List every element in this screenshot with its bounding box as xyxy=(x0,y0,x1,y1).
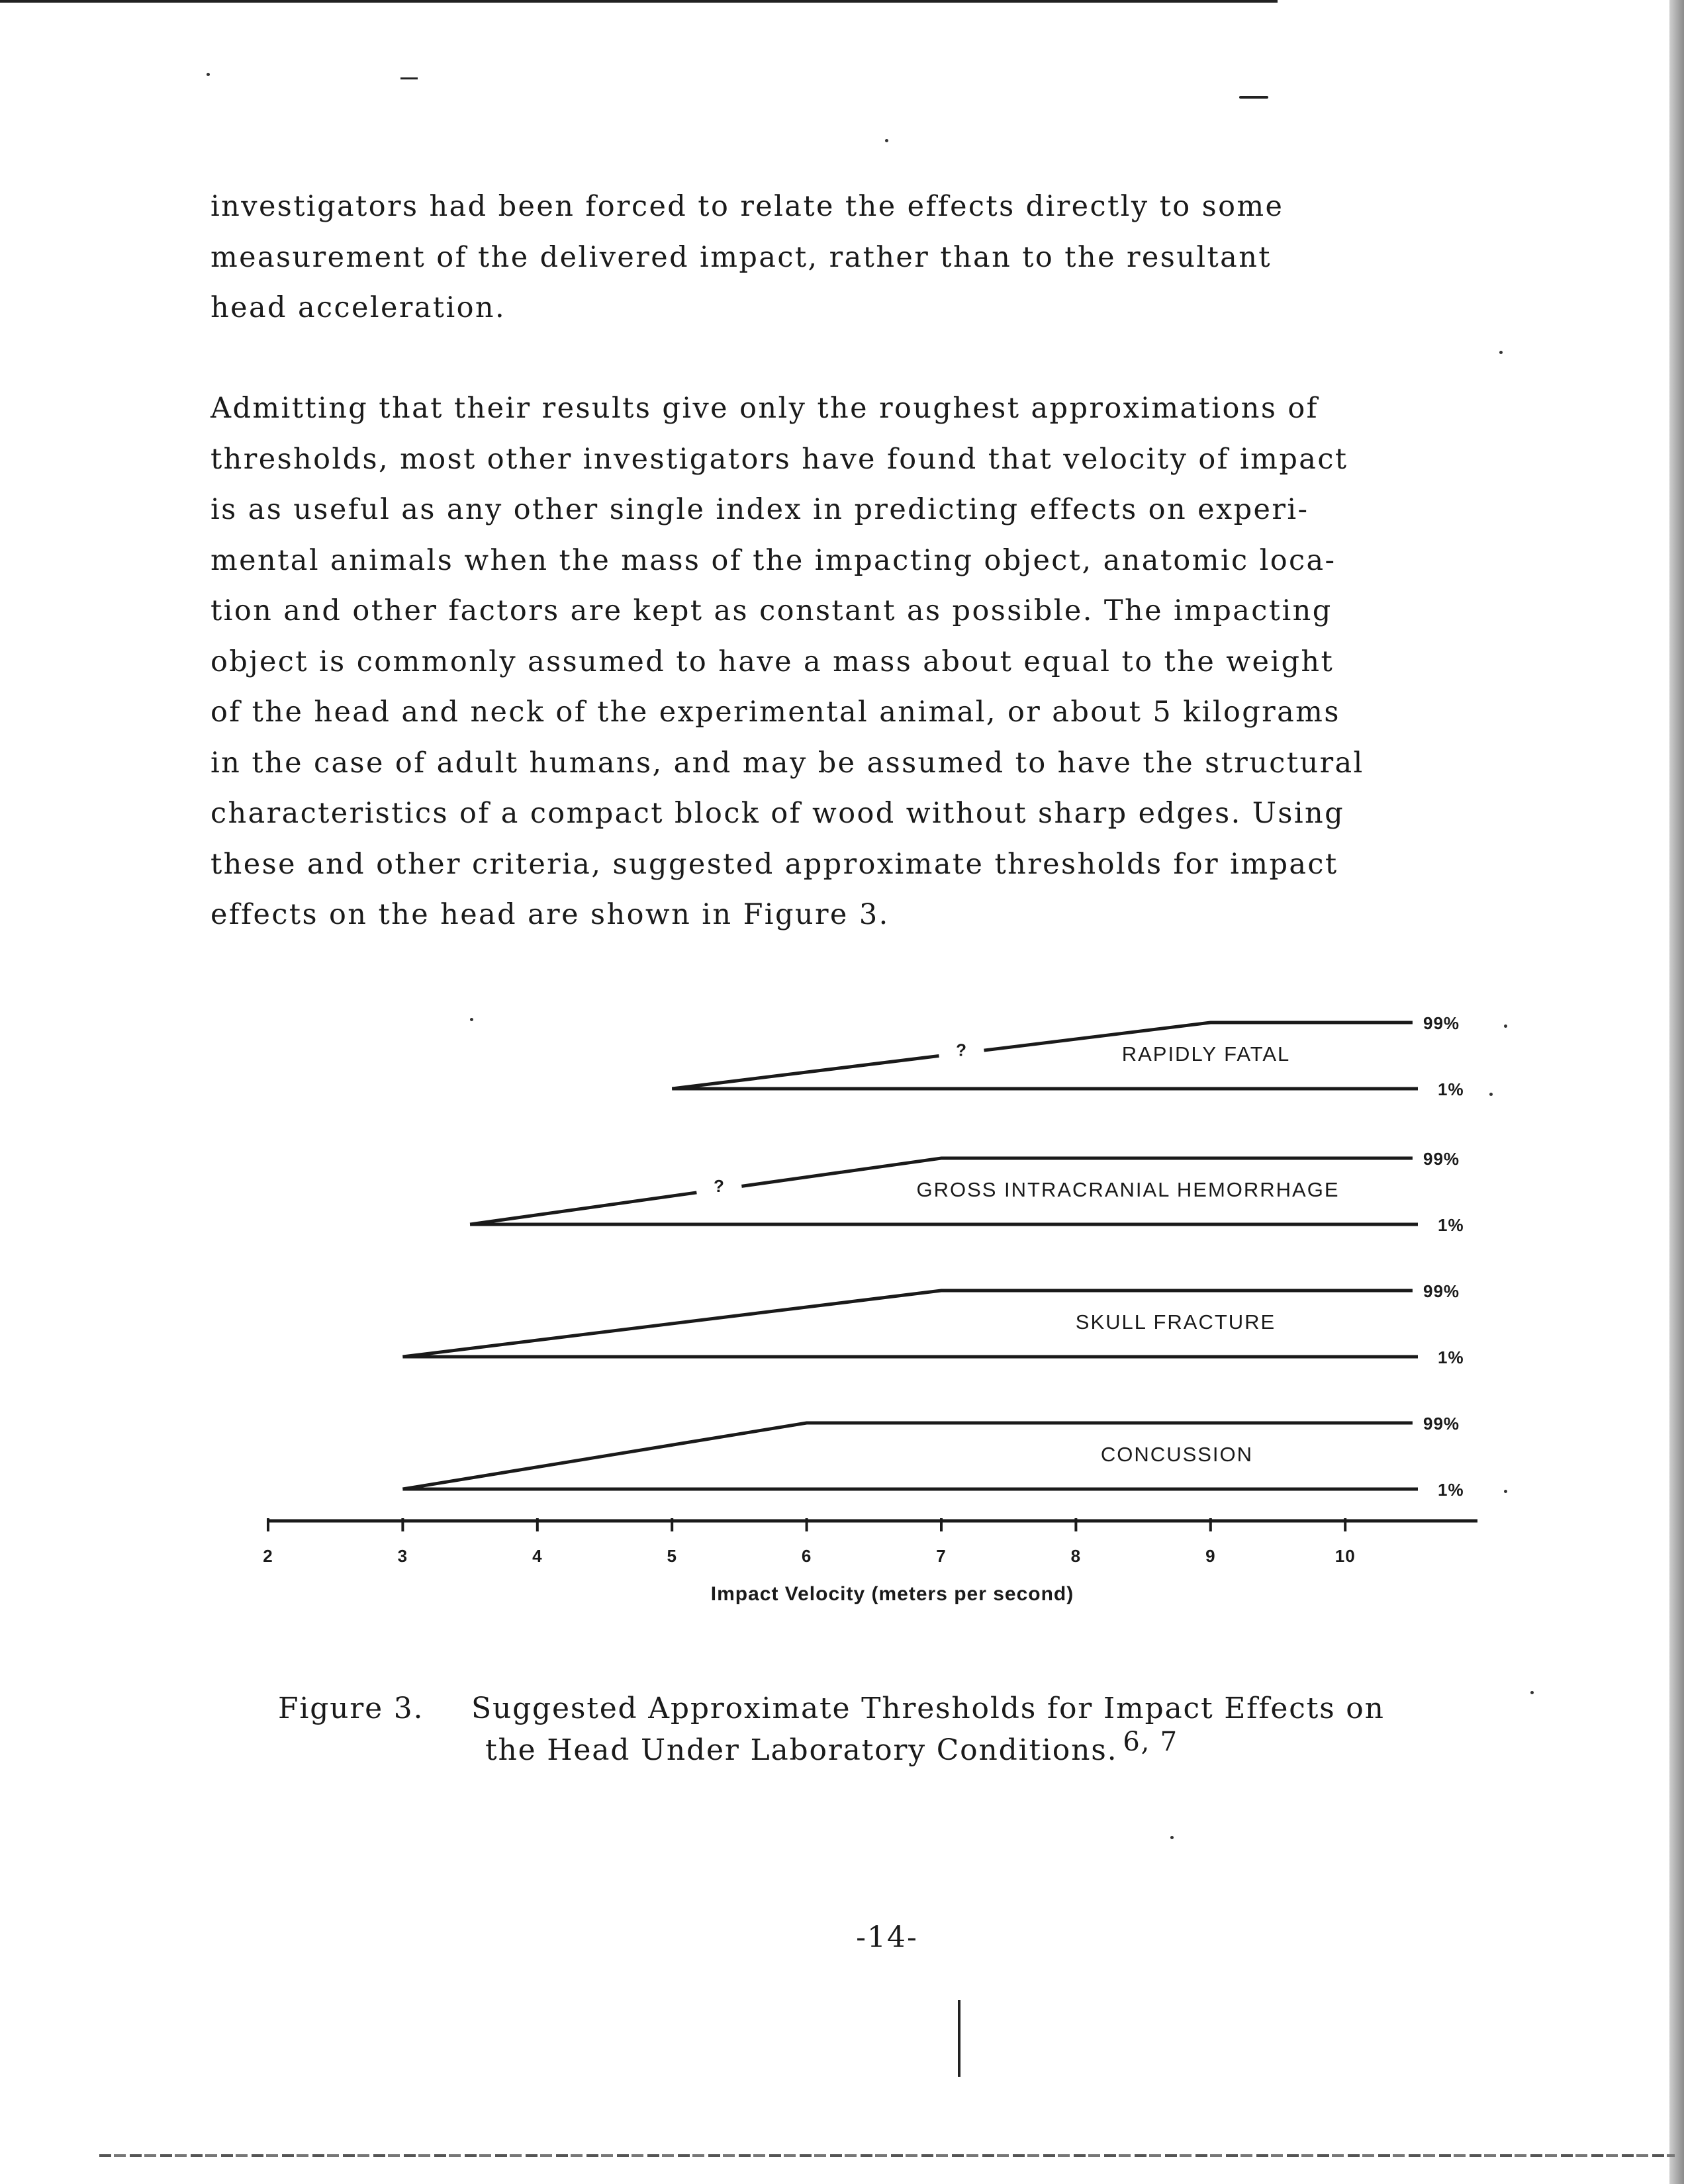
scan-mark xyxy=(1239,96,1268,99)
scan-mark xyxy=(958,2000,960,2077)
threshold-99pct-curve xyxy=(741,1158,1413,1186)
x-tick-label: 8 xyxy=(1070,1546,1082,1566)
lower-percent-label: 1% xyxy=(1438,1480,1464,1500)
upper-percent-label: 99% xyxy=(1423,1281,1460,1301)
text-line: in the case of adult humans, and may be assumed to have the structural xyxy=(210,746,1364,780)
text-line: investigators had been forced to relate the effects directly to some xyxy=(210,190,1284,223)
x-tick-label: 6 xyxy=(801,1546,812,1566)
scan-speck xyxy=(1170,1836,1174,1839)
caption-line-2 xyxy=(485,1725,1178,1768)
threshold-99pct-curve xyxy=(470,1193,696,1224)
threshold-99pct-curve xyxy=(402,1423,1412,1489)
scan-speck xyxy=(1504,1024,1507,1028)
paragraph-2 xyxy=(210,383,1481,940)
text-line: characteristics of a compact block of wood without sharp edges. Using xyxy=(210,797,1345,830)
band-label: CONCUSSION xyxy=(1100,1443,1254,1466)
scan-speck xyxy=(1499,351,1503,354)
x-tick-label: 7 xyxy=(936,1546,947,1566)
text-line: is as useful as any other single index in predicting effects on experi- xyxy=(210,493,1309,526)
scan-speck xyxy=(1489,1093,1493,1096)
page-number: -14- xyxy=(856,1921,918,1954)
x-tick-label: 9 xyxy=(1205,1546,1216,1566)
text-line: mental animals when the mass of the impacting object, anatomic loca- xyxy=(210,543,1336,577)
x-tick-label: 5 xyxy=(667,1546,677,1566)
band-label: GROSS INTRACRANIAL HEMORRHAGE xyxy=(916,1178,1340,1201)
scan-speck xyxy=(1530,1691,1534,1694)
upper-percent-label: 99% xyxy=(1423,1414,1460,1433)
x-tick-label: 3 xyxy=(397,1546,408,1566)
lower-percent-label: 1% xyxy=(1438,1079,1464,1099)
text-line: these and other criteria, suggested approximate thresholds for impact xyxy=(210,847,1338,881)
x-tick-label: 10 xyxy=(1334,1546,1356,1566)
caption-label: Figure 3. xyxy=(278,1692,424,1725)
caption-line-1: Suggested Approximate Thresholds for Impact Effects on xyxy=(471,1692,1385,1725)
bottom-scan-rule xyxy=(99,2154,1675,2157)
right-page-edge xyxy=(1669,0,1684,2184)
upper-percent-label: 99% xyxy=(1423,1013,1460,1033)
text-line: head acceleration. xyxy=(210,291,506,324)
lower-percent-label: 1% xyxy=(1438,1347,1464,1367)
threshold-99pct-curve xyxy=(984,1023,1413,1050)
scan-speck xyxy=(885,139,888,142)
text-line: measurement of the delivered impact, rather than to the resultant xyxy=(210,240,1272,274)
upper-percent-label: 99% xyxy=(1423,1149,1460,1169)
scan-speck xyxy=(207,73,210,76)
top-scan-rule xyxy=(0,0,1278,3)
text-line: of the head and neck of the experimental animal, or about 5 kilograms xyxy=(210,696,1340,729)
x-axis-label: Impact Velocity (meters per second) xyxy=(710,1583,1074,1605)
band-label: SKULL FRACTURE xyxy=(1075,1310,1276,1334)
text-line: Admitting that their results give only the roughest approximations of xyxy=(210,392,1319,425)
text-line: tion and other factors are kept as constant as possible. The impacting xyxy=(210,594,1333,627)
threshold-99pct-curve xyxy=(402,1291,1412,1357)
text-line: thresholds, most other investigators have found that velocity of impact xyxy=(210,442,1348,476)
x-tick-label: 2 xyxy=(263,1546,273,1566)
uncertainty-marker: ? xyxy=(713,1176,725,1197)
text-line: object is commonly assumed to have a mass about equal to the weight xyxy=(210,645,1334,678)
text-line: effects on the head are shown in Figure 3. xyxy=(210,898,890,931)
caption-line-2-text: the Head Under Laboratory Conditions. xyxy=(485,1733,1118,1767)
scan-speck xyxy=(470,1018,473,1021)
x-tick-label: 4 xyxy=(532,1546,543,1566)
threshold-99pct-curve xyxy=(672,1056,939,1089)
band-label: RAPIDLY FATAL xyxy=(1121,1042,1291,1066)
lower-percent-label: 1% xyxy=(1438,1215,1464,1235)
scan-speck xyxy=(1504,1490,1507,1493)
uncertainty-marker: ? xyxy=(956,1040,967,1060)
caption-references: 6, 7 xyxy=(1123,1727,1178,1757)
scan-mark xyxy=(400,77,418,79)
paragraph-1 xyxy=(210,181,1481,334)
